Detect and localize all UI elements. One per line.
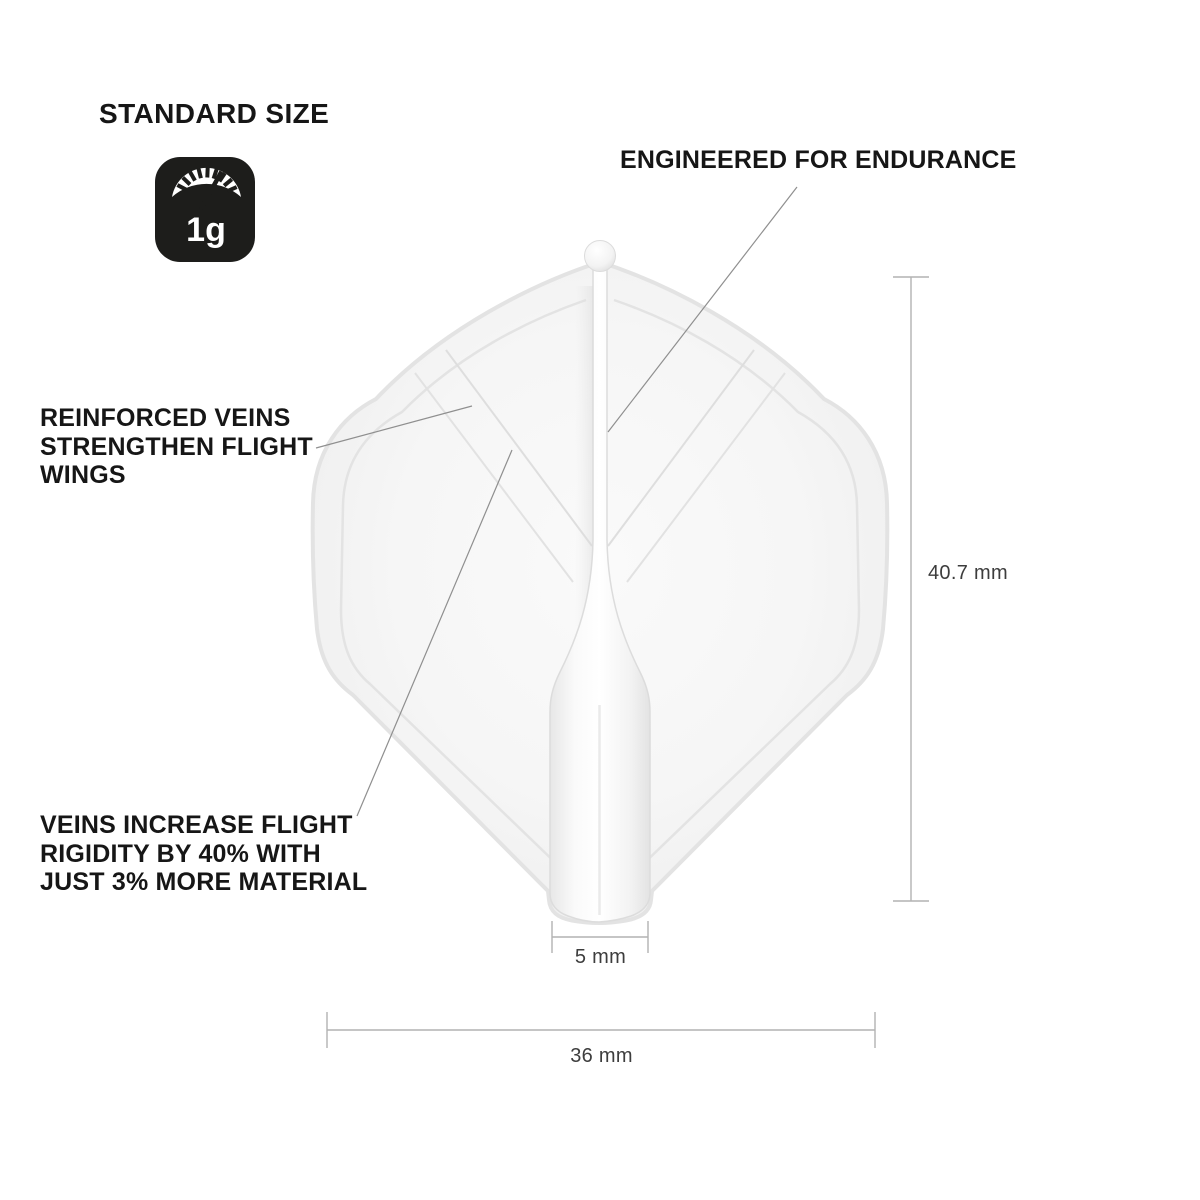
callout-line: VEINS INCREASE FLIGHT — [40, 811, 353, 839]
callout-line: JUST 3% MORE MATERIAL — [40, 868, 368, 896]
dimension-stem-width-label: 5 mm — [574, 946, 627, 968]
stem-ball-tip — [585, 241, 616, 272]
dimension-width-label: 36 mm — [570, 1045, 633, 1067]
callout-reinforced-veins — [40, 404, 313, 490]
dimension-line-height — [893, 277, 929, 901]
callout-line: STRENGTHEN FLIGHT — [40, 432, 313, 461]
dimension-line-width — [327, 1012, 875, 1048]
page-title: STANDARD SIZE — [99, 98, 330, 129]
weight-badge — [155, 157, 255, 262]
callout-vein-rigidity — [40, 811, 367, 897]
dimension-height-label: 40.7 mm — [928, 562, 1008, 584]
callout-line: REINFORCED VEINS — [40, 404, 291, 432]
callout-endurance-text: ENGINEERED FOR ENDURANCE — [620, 146, 1017, 174]
weight-scale-icon — [155, 157, 255, 262]
callout-endurance — [620, 146, 1017, 175]
callout-line: RIGIDITY BY 40% WITH — [40, 839, 321, 868]
callout-line: WINGS — [40, 461, 126, 489]
weight-value: 1g — [186, 211, 226, 249]
